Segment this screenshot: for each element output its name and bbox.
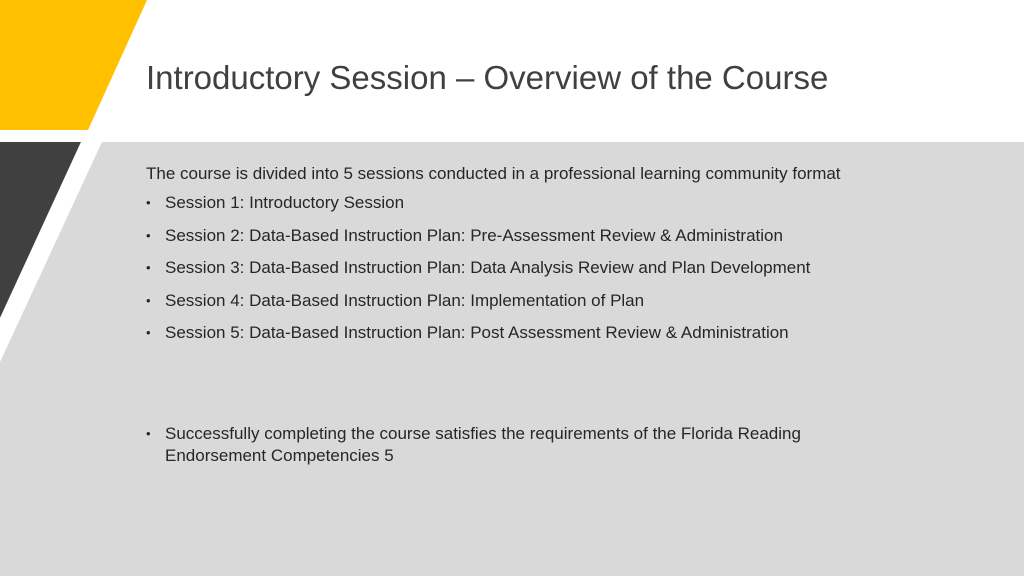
session-text: Session 2: Data-Based Instruction Plan: Pre-Assessment Review & Administration: [165, 225, 783, 245]
list-item: [146, 225, 946, 247]
session-text: Session 3: Data-Based Instruction Plan: Data Analysis Review and Plan Development: [165, 258, 811, 277]
bullet-icon: •: [146, 426, 151, 441]
session-list: [146, 192, 946, 344]
slide-title: Introductory Session – Overview of the Course: [146, 59, 829, 96]
completion-note-list: [146, 423, 906, 478]
bullet-icon: •: [146, 227, 151, 243]
yellow-accent-shape: [0, 0, 147, 130]
list-item: [146, 192, 946, 214]
session-text: Session 5: Data-Based Instruction Plan: Post Assessment Review & Administration: [165, 323, 789, 342]
list-item: [146, 290, 946, 312]
list-item: [146, 322, 946, 344]
list-item: [146, 423, 906, 467]
bullet-icon: •: [146, 260, 151, 275]
session-text: Session 1: Introductory Session: [165, 193, 405, 212]
bullet-icon: •: [146, 325, 151, 340]
intro-text: The course is divided into 5 sessions conducted in a professional learning community format: [146, 164, 841, 183]
bullet-icon: •: [146, 195, 151, 210]
session-text: Session 4: Data-Based Instruction Plan: Implementation of Plan: [165, 290, 645, 310]
slide-body: [146, 160, 946, 355]
completion-note: Successfully completing the course satisfies the requirements of the Florida Reading Endorsement Competencies 5: [165, 424, 801, 465]
list-item: [146, 257, 946, 279]
bullet-icon: •: [146, 292, 151, 308]
